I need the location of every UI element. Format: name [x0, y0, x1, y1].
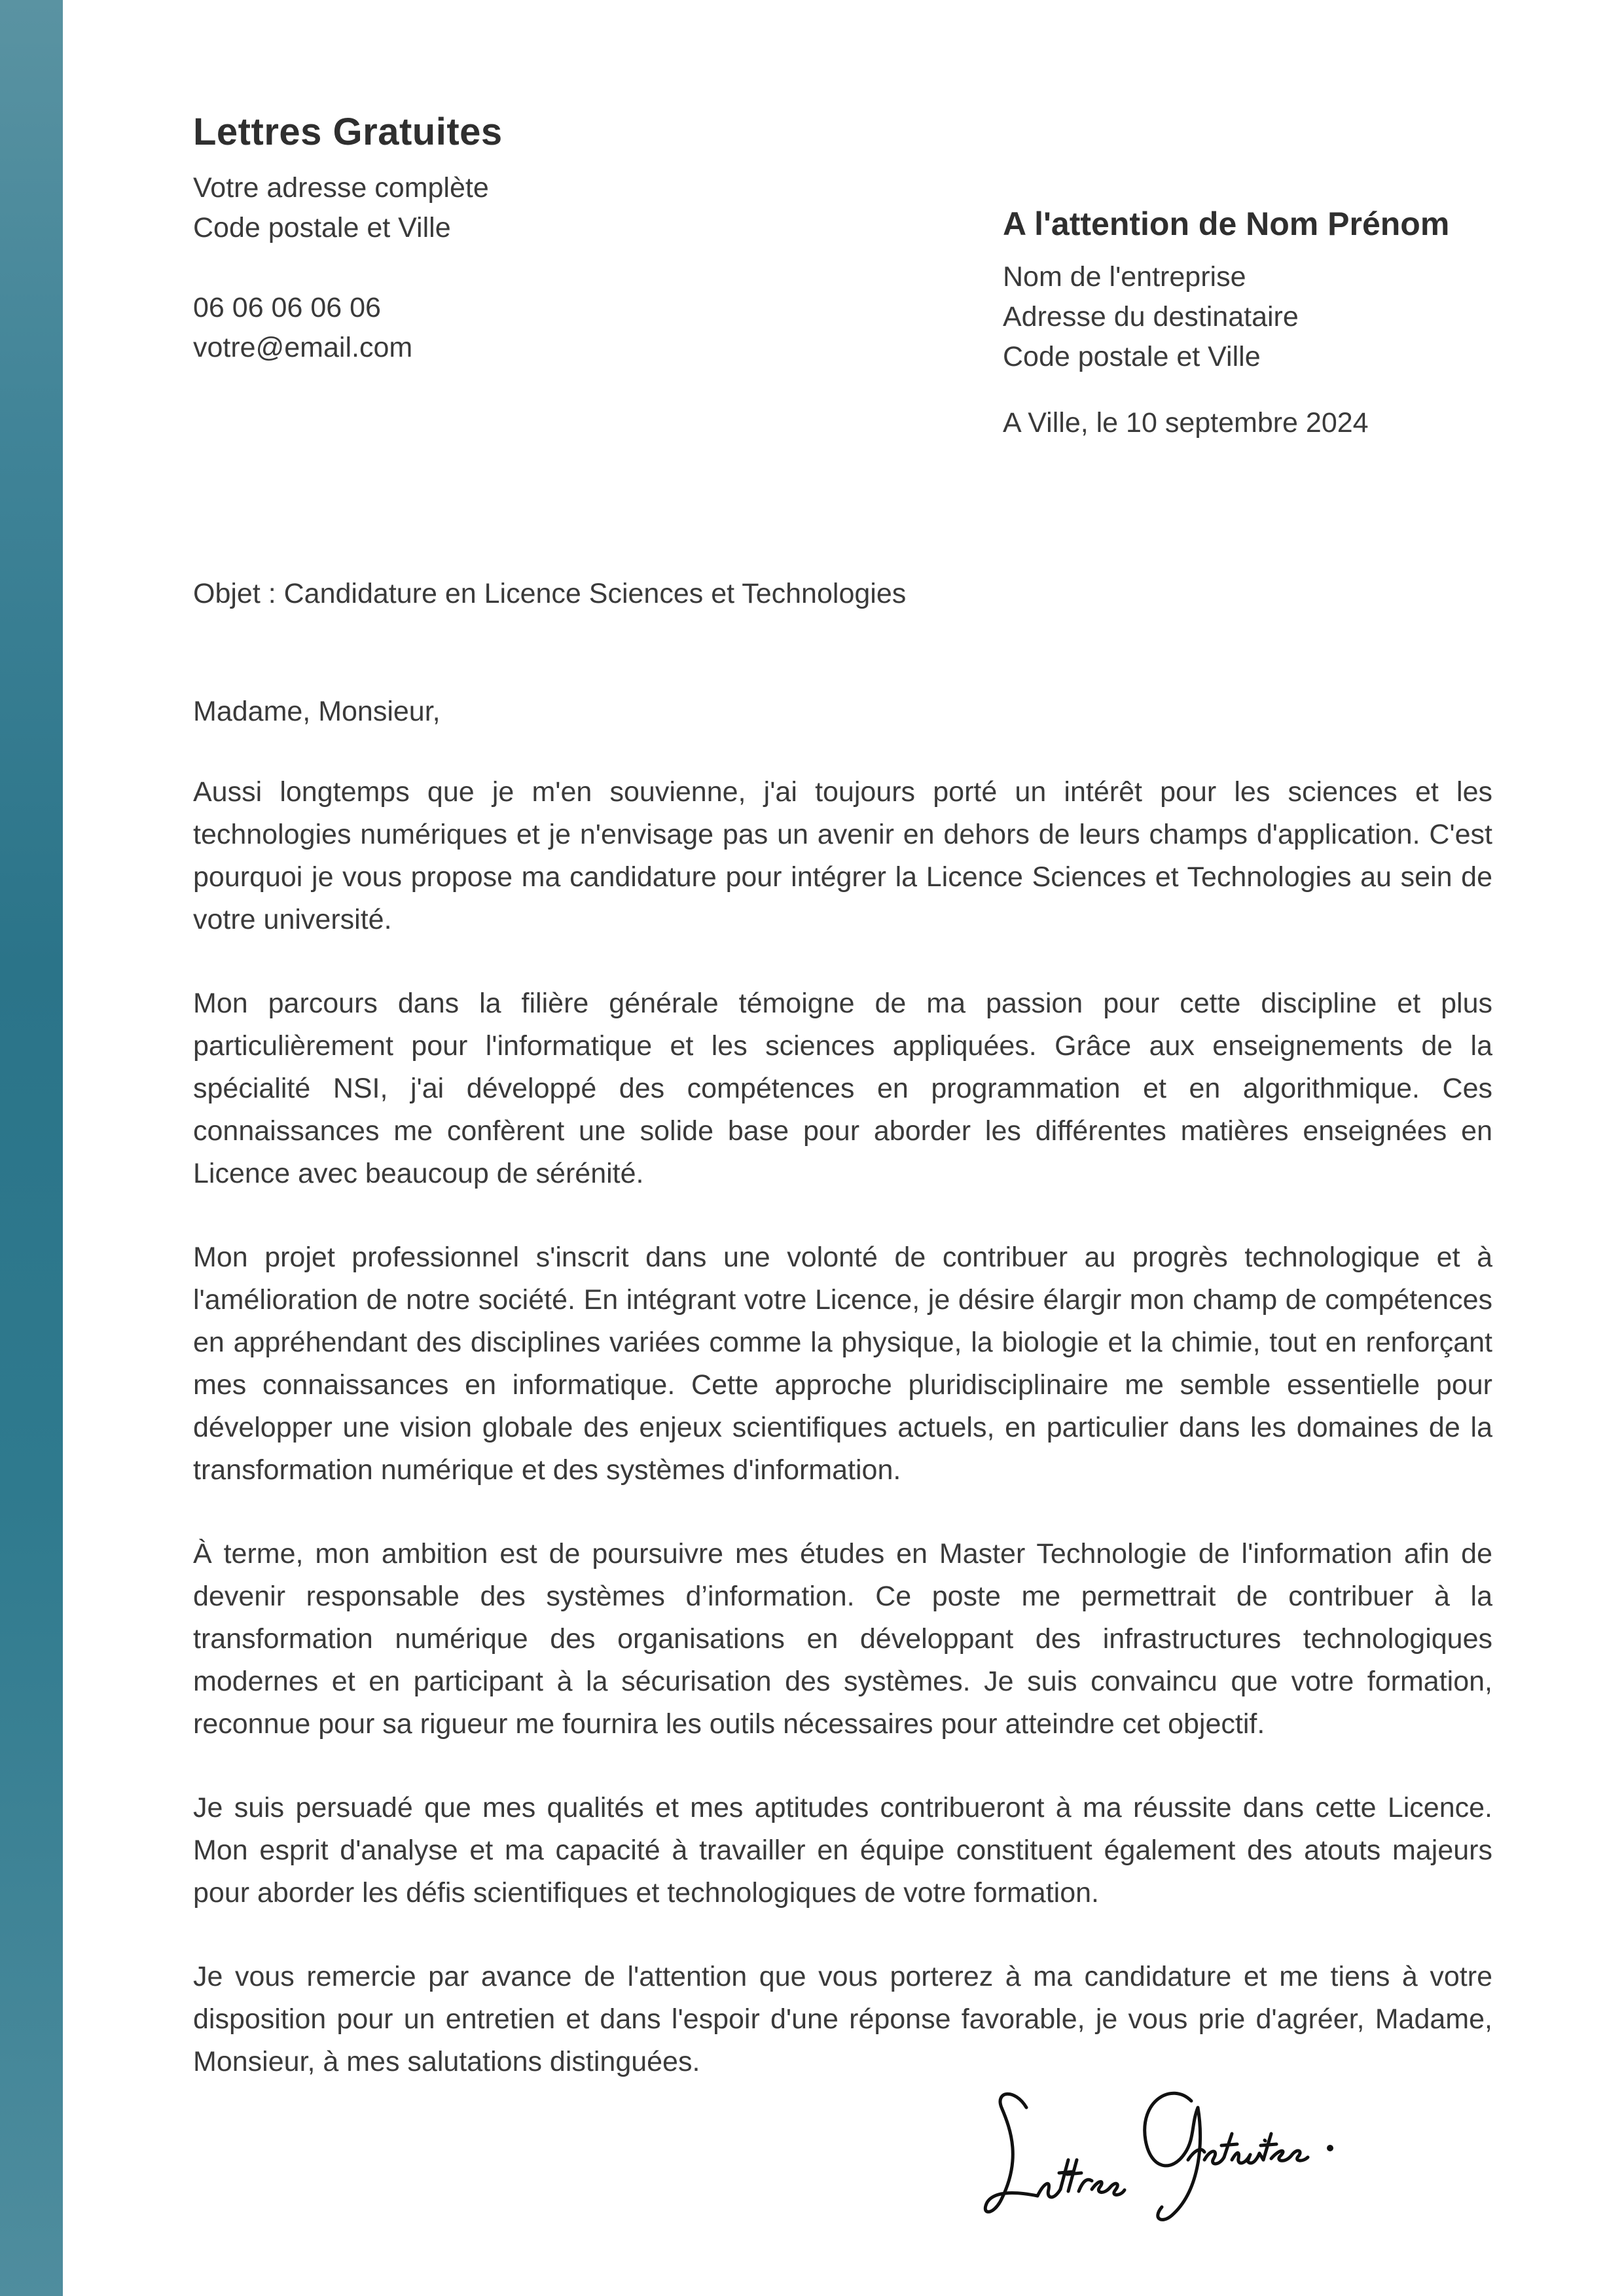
recipient-attention: A l'attention de Nom Prénom [1003, 206, 1450, 242]
body-paragraph: Mon projet professionnel s'inscrit dans une volonté de contribuer au progrès technologique et à l'amélioration de notre société. En intégrant votre Licence, je désire élargir mon champ de compétences en appréhendant des disciplines variées comme la physique, la biologie et la chimie, tout en renforçant mes connaissances en informatique. Cette approche pluridisciplinaire me semble essentielle pour développer une vision globale des enjeux scientifiques actuels, en particulier dans les domaines de la transformation numérique et des systèmes d'information. [193, 1242, 1492, 1486]
letter-subject: Objet : Candidature en Licence Sciences et Technologies [193, 578, 907, 609]
body-paragraph: Mon parcours dans la filière générale témoigne de ma passion pour cette discipline et plus particulièrement pour l'informatique et les sciences appliquées. Grâce aux enseignements de la spécialité NSI, j'ai développé des compétences en programmation et en algorithmique. Ces connaissances me confèrent une solide base pour aborder les différentes matières enseignées en Licence avec beaucoup de sérénité. [193, 988, 1492, 1189]
letter-body [193, 771, 1492, 2125]
body-paragraph: À terme, mon ambition est de poursuivre mes études en Master Technologie de l'information afin de devenir responsable des systèmes d’information. Ce poste me permettrait de contribuer à la transformation numérique des organisations en développant des infrastructures technologiques modernes et en participant à la sécurisation des systèmes. Je suis convaincu que votre formation, reconnue pour sa rigueur me fournira les outils nécessaires pour atteindre cet objectif. [193, 1538, 1492, 1740]
recipient-address: Adresse du destinataire [1003, 301, 1299, 332]
body-paragraph: Je vous remercie par avance de l'attention que vous porterez à ma candidature et me tiens à votre disposition pour un entretien et dans l'espoir d'une réponse favorable, je vous prie d'agréer, Madame, Monsieur, à mes salutations distinguées. [193, 1961, 1492, 2077]
sender-address-line2: Code postale et Ville [193, 212, 451, 243]
spacer [193, 248, 782, 288]
letter-salutation: Madame, Monsieur, [193, 696, 441, 727]
recipient-block [1003, 205, 1592, 443]
letter-date: A Ville, le 10 septembre 2024 [1003, 407, 1369, 439]
sender-address-line1: Votre adresse complète [193, 172, 489, 204]
sender-block [193, 110, 782, 368]
sender-phone: 06 06 06 06 06 [193, 292, 381, 323]
sender-name: Lettres Gratuites [193, 111, 503, 153]
handwritten-signature [975, 2062, 1368, 2232]
recipient-city: Code postale et Ville [1003, 341, 1261, 372]
side-accent-bar [0, 0, 63, 2296]
sender-email: votre@email.com [193, 332, 413, 363]
body-paragraph: Aussi longtemps que je m'en souvienne, j'ai toujours porté un intérêt pour les sciences et les technologies numériques et je n'envisage pas un avenir en dehors de leurs champs d'application. C'est pourquoi je vous propose ma candidature pour intégrer la Licence Sciences et Technologies au sein de votre université. [193, 776, 1492, 935]
body-paragraph: Je suis persuadé que mes qualités et mes aptitudes contribueront à ma réussite dans cette Licence. Mon esprit d'analyse et ma capacité à travailler en équipe constituent également des atouts majeurs pour aborder les défis scientifiques et technologiques de votre formation. [193, 1792, 1492, 1909]
recipient-company: Nom de l'entreprise [1003, 261, 1246, 293]
